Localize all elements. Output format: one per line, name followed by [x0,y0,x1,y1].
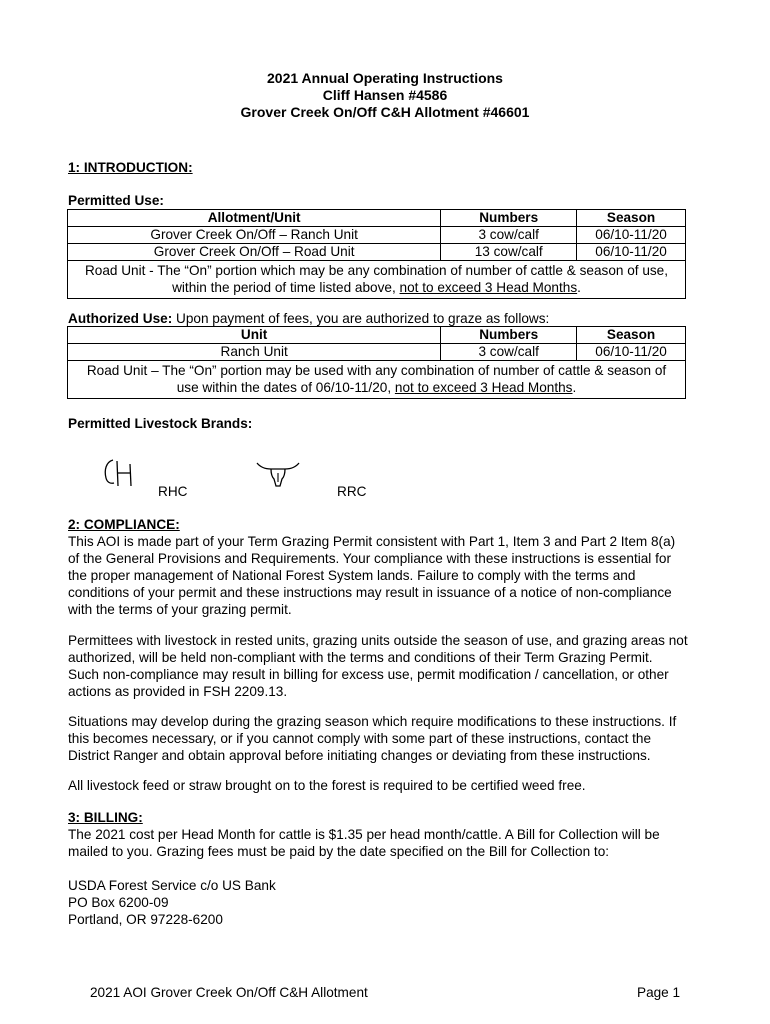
table-header: Unit [68,327,441,344]
brand-label-rrc: RRC [337,484,367,499]
note-underlined: not to exceed 3 Head Months [394,380,573,395]
table-cell: 13 cow/calf [441,244,577,261]
authorized-use-label: Authorized Use: [68,311,173,326]
table-cell: 3 cow/calf [441,344,577,361]
table-cell: Grover Creek On/Off – Ranch Unit [68,227,441,244]
title-line-1: 2021 Annual Operating Instructions [267,70,503,86]
address-line: Portland, OR 97228-6200 [68,912,223,927]
note-line-1: Road Unit – The “On” portion may be used with any combination of number of cattle & season of [86,363,667,378]
note-period: . [577,280,581,295]
text-line: with the terms of your grazing permit. [68,602,292,617]
table-header-row [68,210,686,227]
text-line: this becomes necessary, or if you cannot comply with some part of these instructions, contact the [68,731,652,746]
text-line: The 2021 cost per Head Month for cattle is $1.35 per head month/cattle. A Bill for Collection will be [68,827,660,842]
table-note-row [68,361,686,399]
table-header: Allotment/Unit [68,210,441,227]
note-line-1: Road Unit - The “On” portion which may be any combination of number of cattle & season of use, [84,263,669,278]
authorized-use-line [68,310,708,327]
permitted-use-label: Permitted Use: [68,193,164,208]
text-line: This AOI is made part of your Term Grazing Permit consistent with Part 1, Item 3 and Part 2 Item 8(a) [68,534,676,549]
compliance-paragraph-1 [68,533,708,618]
brands-label: Permitted Livestock Brands: [68,416,253,431]
table-header: Season [577,327,686,344]
compliance-paragraph-3 [68,713,708,764]
authorized-use-table [67,326,686,399]
text-line: conditions of your permit and these instructions may result in issuance of a notice of non-compliance [68,585,672,600]
footer-title: 2021 AOI Grover Creek On/Off C&H Allotment [90,985,368,1000]
table-cell: 06/10-11/20 [577,227,686,244]
table-header-row [68,327,686,344]
note-period: . [572,380,577,395]
note-line-2: use within the dates of 06/10-11/20, [176,380,395,395]
intro-heading: 1: INTRODUCTION: [68,160,193,175]
note-underlined: not to exceed 3 Head Months [399,280,578,295]
compliance-heading: 2: COMPLIANCE: [68,517,180,532]
table-row [68,227,686,244]
compliance-paragraph-2 [68,632,708,700]
table-cell: 3 cow/calf [441,227,577,244]
text-line: District Ranger and obtain approval before initiating changes or deviating from these instructions. [68,748,651,763]
table-cell: 06/10-11/20 [577,344,686,361]
table-note [68,361,686,399]
note-line-2: within the period of time listed above, [172,280,400,295]
page-number: Page 1 [637,985,681,1000]
text-line: All livestock feed or straw brought on to the forest is required to be certified weed free. [68,778,586,793]
text-line: Permittees with livestock in rested units, grazing units outside the season of use, and grazing areas not [68,633,688,648]
address-line: USDA Forest Service c/o US Bank [68,878,276,893]
table-header: Season [577,210,686,227]
billing-address [68,877,708,928]
permitted-use-table [67,209,686,299]
table-cell: 06/10-11/20 [577,244,686,261]
table-row [68,344,686,361]
text-line: actions as provided in FSH 2209.13. [68,684,288,699]
text-line: authorized, will be held non-compliant with the terms and conditions of their Term Grazing Permit. [68,650,653,665]
compliance-paragraph-4 [68,777,708,794]
table-cell: Grover Creek On/Off – Road Unit [68,244,441,261]
title-line-3: Grover Creek On/Off C&H Allotment #46601 [240,104,530,120]
brand-label-rhc: RHC [158,484,188,499]
text-line: mailed to you. Grazing fees must be paid by the date specified on the Bill for Collection to: [68,844,610,859]
text-line: the proper management of National Forest System lands. Failure to comply with the terms and [68,568,636,583]
table-note [68,261,686,299]
authorized-use-text: Upon payment of fees, you are authorized to graze as follows: [172,311,550,326]
longhorn-brand-icon [255,460,301,488]
billing-heading: 3: BILLING: [68,810,143,825]
table-header: Numbers [441,210,577,227]
text-line: of the General Provisions and Requirements. Your compliance with these instructions is essential for [68,551,671,566]
table-row [68,244,686,261]
address-line: PO Box 6200-09 [68,895,169,910]
table-cell: Ranch Unit [68,344,441,361]
ch-brand-icon [100,456,140,488]
text-line: Situations may develop during the grazing season which require modifications to these instructions. If [68,714,677,729]
text-line: Such non-compliance may result in billing for excess use, permit modification / cancellation, or other [68,667,669,682]
table-header: Numbers [441,327,577,344]
billing-paragraph [68,826,708,860]
title-line-2: Cliff Hansen #4586 [322,87,448,103]
table-note-row [68,261,686,299]
document-title [0,70,770,121]
